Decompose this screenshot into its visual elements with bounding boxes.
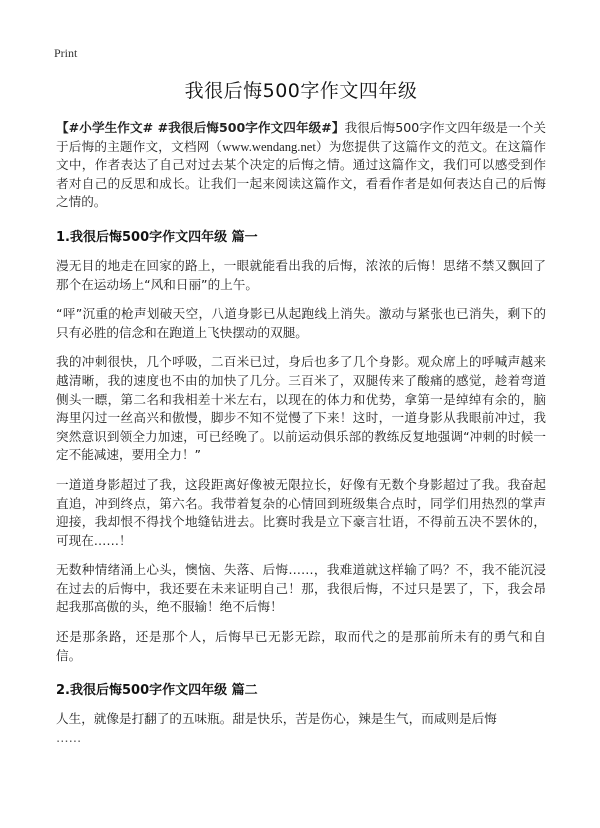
section2-paragraph-1-text: 人生，就像是打翻了的五味瓶。甜是快乐，苦是伤心，辣是生气，而咸则是后悔 — [56, 711, 497, 727]
section1-paragraph-1: 漫无目的地走在回家的路上，一眼就能看出我的后悔，浓浓的后悔！思绪不禁又飘回了那个在运动场上“风和日丽”的上午。 — [56, 257, 546, 292]
print-link[interactable]: Print — [54, 46, 78, 60]
intro-url: www.wendang.net — [222, 139, 316, 154]
intro-paragraph — [56, 119, 546, 212]
trailing-ellipsis: …… — [56, 729, 82, 745]
section1-paragraph-4: 一道道身影超过了我，这段距离好像被无限拉长，好像有无数个身影超过了我。我奋起直追，冲到终点，第六名。我带着复杂的心情回到班级集合点时，同学们用热烈的掌声迎接，我却恨不得找个地缝钻进去。比赛时我是立下豪言壮语，不得前五决不罢休的，可现在……！ — [56, 476, 546, 548]
section-heading-2: 2.我很后悔500字作文四年级 篇二 — [56, 683, 258, 699]
section1-paragraph-5: 无数种情绪涌上心头，懊恼、失落、后悔……，我难道就这样输了吗？不，我不能沉浸在过去的后悔中，我还要在未来证明自己！那，我很后悔，不过只是罢了，下，我会昂起我那高傲的头，绝不服输！绝不后悔！ — [56, 562, 546, 615]
section1-paragraph-2: “呯”沉重的枪声划破天空，八道身影已从起跑线上消失。激动与紧张也已消失，剩下的只有必胜的信念和在跑道上飞快摆动的双腿。 — [56, 306, 546, 340]
section1-paragraph-3: 我的冲刺很快，几个呼吸，二百米已过，身后也多了几个身影。观众席上的呼喊声越来越清晰，我的速度也不由的加快了几分。三百米了，双腿传来了酸痛的感觉，趁着弯道侧头一瞟，第二名和我相差十米左右，以现在的体力和优势，拿第一是绰绰有余的，脑海里闪过一丝高兴和傲慢，脚步不知不觉慢了下来！这时，一道身影从我眼前冲过，我突然意识到领全力加速，可已经晚了。以前运动俱乐部的教练反复地强调“冲刺的时候一定不能减速，要用全力！” — [56, 354, 546, 463]
section2-paragraph-1 — [56, 710, 546, 747]
document-content — [56, 76, 546, 747]
section1-paragraph-6: 还是那条路，还是那个人，后悔早已无影无踪，取而代之的是那前所未有的勇气和自信。 — [56, 629, 546, 663]
intro-text-1: 我很后悔500字作文四年级是一个关于后悔的主题作文，文档网（ — [56, 120, 546, 154]
intro-tags: 【#小学生作文# #我很后悔500字作文四年级#】 — [56, 120, 345, 135]
section-heading-1: 1.我很后悔500字作文四年级 篇一 — [56, 229, 258, 245]
page-title: 我很后悔500字作文四年级 — [184, 80, 418, 102]
intro-text-2: ）为您提供了这篇作文的范文。在这篇作文中，作者表达了自己对过去某个决定的后悔之情。通过这篇作文，我们可以感受到作者对自己的反思和成长。让我们一起来阅读这篇作文，看看作者是如何表达自己的后悔之情的。 — [56, 138, 547, 210]
